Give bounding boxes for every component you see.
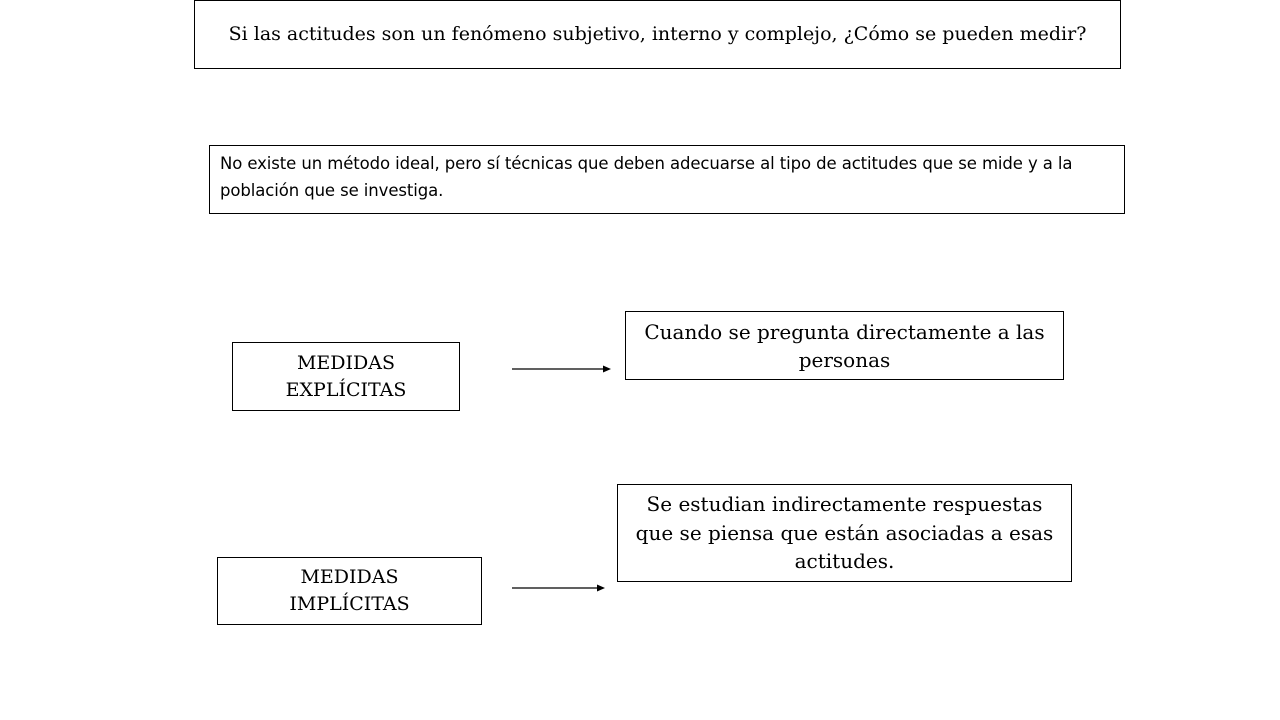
explicit-arrow-icon (510, 362, 614, 376)
explicit-description-text: Cuando se pregunta directamente a las personas (644, 319, 1045, 372)
question-box (194, 0, 1121, 69)
implicit-measures-label: MEDIDAS IMPLÍCITAS (289, 566, 410, 615)
explicit-description-box (625, 311, 1064, 380)
implicit-measures-box (217, 557, 482, 625)
implicit-arrow-icon (510, 581, 608, 595)
explicit-measures-box (232, 342, 460, 411)
question-text: Si las actitudes son un fenómeno subjetivo, interno y complejo, ¿Cómo se pueden medir? (228, 23, 1087, 45)
implicit-description-box (617, 484, 1072, 582)
explicit-measures-label: MEDIDAS EXPLÍCITAS (285, 351, 407, 401)
answer-text: No existe un método ideal, pero sí técnicas que deben adecuarse al tipo de actitudes que se mide y a la población que se investiga. (220, 154, 1073, 200)
answer-box (209, 145, 1125, 214)
implicit-description-text: Se estudian indirectamente respuestas que se piensa que están asociadas a esas actitudes. (635, 492, 1054, 574)
